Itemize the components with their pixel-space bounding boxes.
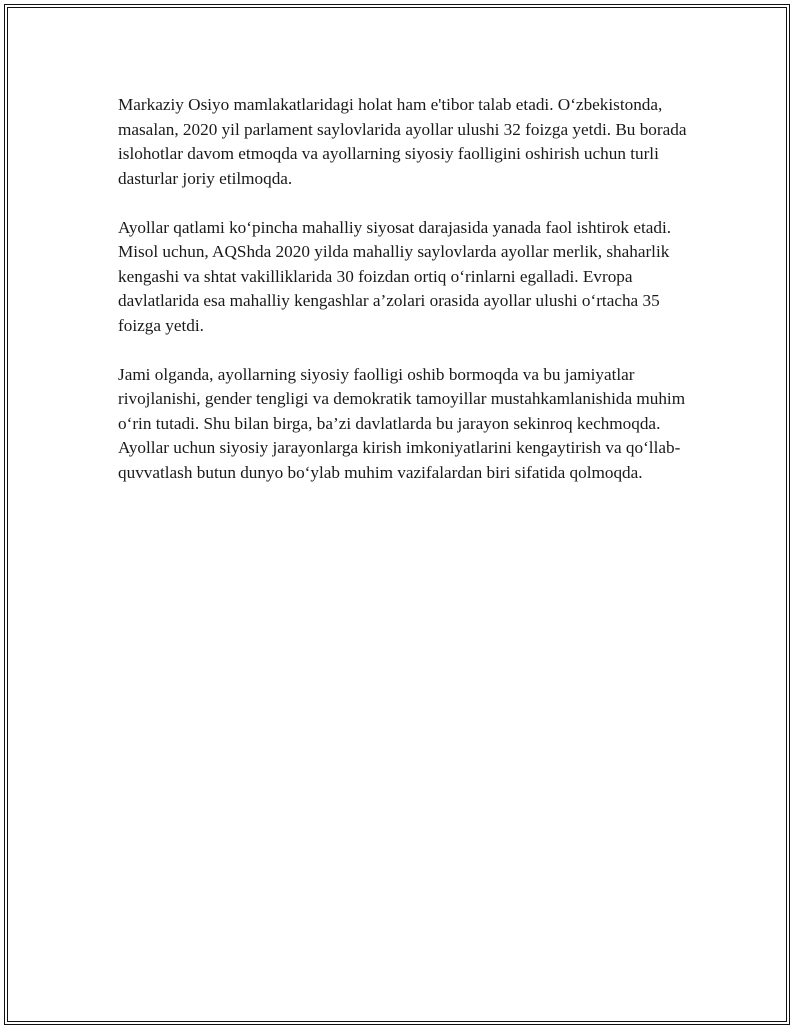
paragraph-central-asia: Markaziy Osiyo mamlakatlaridagi holat ham e'tibor talab etadi. O‘zbekistonda, masalan, 2020 yil parlament saylovlarida ayollar ulushi 32 foizga yetdi. Bu borada islohotlar davom etmoqda va ayollarning siyosiy faolligini oshirish uchun turli dasturlar joriy etilmoqda. [118,95,687,188]
document-body [118,93,690,510]
paragraph-local-politics: Ayollar qatlami ko‘pincha mahalliy siyosat darajasida yanada faol ishtirok etadi. Misol uchun, AQShda 2020 yilda mahalliy saylovlarda ayollar merlik, shaharlik kengashi va shtat vakilliklarida 30 foizdan ortiq o‘rinlarni egalladi. Evropa davlatlarida esa mahalliy kengashlar a’zolari orasida ayollar ulushi o‘rtacha 35 foizga yetdi. [118,217,672,335]
paragraph-conclusion: Jami olganda, ayollarning siyosiy faolligi oshib bormoqda va bu jamiyatlar rivojlanishi, gender tengligi va demokratik tamoyillar mustahkamlanishida muhim o‘rin tutadi. Shu bilan birga, ba’zi davlatlarda bu jarayon sekinroq kechmoqda. Ayollar uchun siyosiy jarayonlarga kirish imkoniyatlarini kengaytirish va qo‘llab-quvvatlash butun dunyo bo‘ylab muhim vazifalardan biri sifatida qolmoqda. [118,364,686,482]
